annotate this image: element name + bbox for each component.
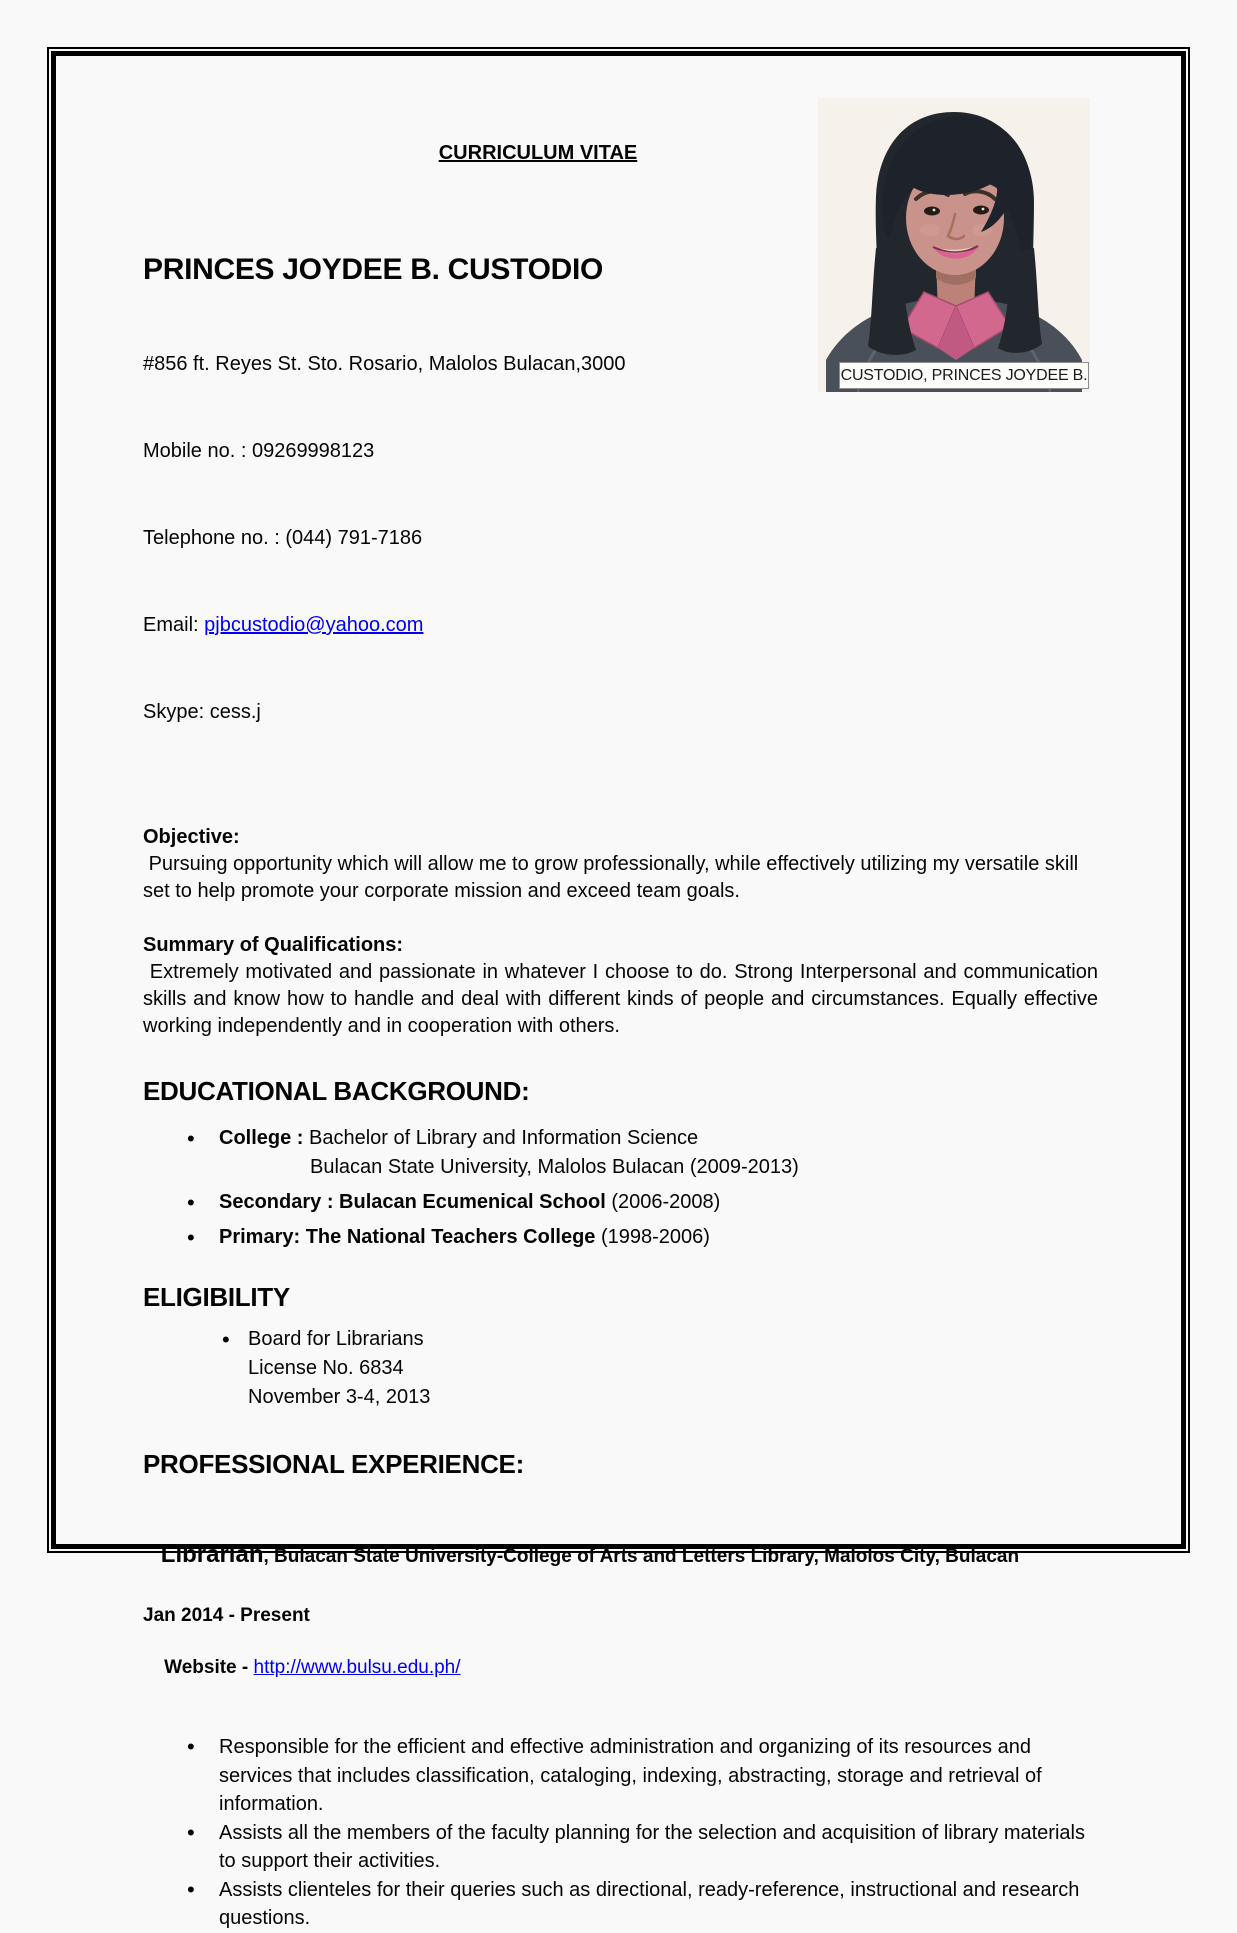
- job-organization: , Bulacan State University-College of Arts and Letters Library, Malolos City, Bulacan: [263, 1546, 1020, 1567]
- email-link[interactable]: pjbcustodio@yahoo.com: [204, 614, 424, 636]
- education-item-college: [143, 1124, 1098, 1182]
- contact-mobile: Mobile no. : 09269998123: [143, 440, 375, 462]
- experience-duties-list: [143, 1733, 1098, 1933]
- objective-text: Pursuing opportunity which will allow me to grow professionally, while effectively utilizing my versatile skill set to help promote your corporate mission and exceed team goals.: [143, 853, 1084, 902]
- applicant-photo: [818, 98, 1090, 392]
- eligibility-line-date: November 3-4, 2013: [248, 1386, 431, 1408]
- education-primary-label: Primary: The National Teachers College: [219, 1226, 596, 1248]
- website-label: Website -: [164, 1657, 254, 1678]
- education-college-line2: Bulacan State University, Malolos Bulacan (2009-2013): [310, 1156, 799, 1178]
- contact-telephone: Telephone no. : (044) 791-7186: [143, 527, 423, 549]
- education-primary-text: (1998-2006): [595, 1226, 710, 1248]
- website-link[interactable]: http://www.bulsu.edu.ph/: [253, 1657, 461, 1678]
- applicant-name: PRINCES JOYDEE B. CUSTODIO: [143, 253, 604, 286]
- eligibility-list: [143, 1325, 1098, 1412]
- eligibility-line-board: • Board for Librarians: [248, 1328, 424, 1350]
- duty-item: • Assists all the members of the faculty planning for the selection and acquisition of library materials to support their activities.: [143, 1819, 1098, 1876]
- eligibility-heading: ELIGIBILITY: [143, 1282, 290, 1312]
- contact-email-line: [143, 611, 1098, 640]
- experience-heading: PROFESSIONAL EXPERIENCE:: [143, 1449, 524, 1479]
- education-college-text: Bachelor of Library and Information Science: [303, 1127, 699, 1149]
- summary-text: Extremely motivated and passionate in whatever I choose to do. Strong Interpersonal and communication skills and know how to handle and deal with different kinds of people and circumstances. Equally effective working independently and in cooperation with others.: [143, 961, 1104, 1037]
- duty-item: • Responsible for the efficient and effective administration and organizing of its resources and services that includes classification, cataloging, indexing, abstracting, storage and retrieval of information.: [143, 1733, 1098, 1819]
- summary-heading: Summary of Qualifications:: [143, 934, 404, 956]
- experience-job-line: [143, 1510, 1098, 1603]
- photo-caption: CUSTODIO, PRINCES JOYDEE B.: [839, 362, 1089, 389]
- education-secondary-text: (2006-2008): [605, 1191, 721, 1213]
- education-secondary-label: Secondary : Bulacan Ecumenical School: [219, 1191, 606, 1213]
- cv-title: CURRICULUM VITAE: [438, 142, 638, 164]
- eligibility-line-license: License No. 6834: [248, 1357, 404, 1379]
- eligibility-item: [143, 1325, 1098, 1412]
- education-item-primary: [143, 1223, 1098, 1252]
- contact-address: #856 ft. Reyes St. Sto. Rosario, Malolos Bulacan,3000: [143, 353, 626, 375]
- contact-skype: Skype: cess.j: [143, 701, 261, 723]
- education-college-label: College :: [219, 1127, 304, 1149]
- job-website-line: [143, 1629, 1098, 1707]
- job-title: Librarian: [160, 1541, 264, 1568]
- job-dates: Jan 2014 - Present: [143, 1605, 310, 1626]
- duty-item: • Assists clienteles for their queries such as directional, ready-reference, instructional and research questions.: [143, 1876, 1098, 1933]
- education-heading: EDUCATIONAL BACKGROUND:: [143, 1076, 530, 1106]
- education-list: [143, 1124, 1098, 1252]
- objective-heading: Objective:: [143, 826, 240, 848]
- portrait-illustration: [818, 98, 1090, 392]
- contact-email-label: Email:: [143, 614, 205, 636]
- education-item-secondary: [143, 1188, 1098, 1217]
